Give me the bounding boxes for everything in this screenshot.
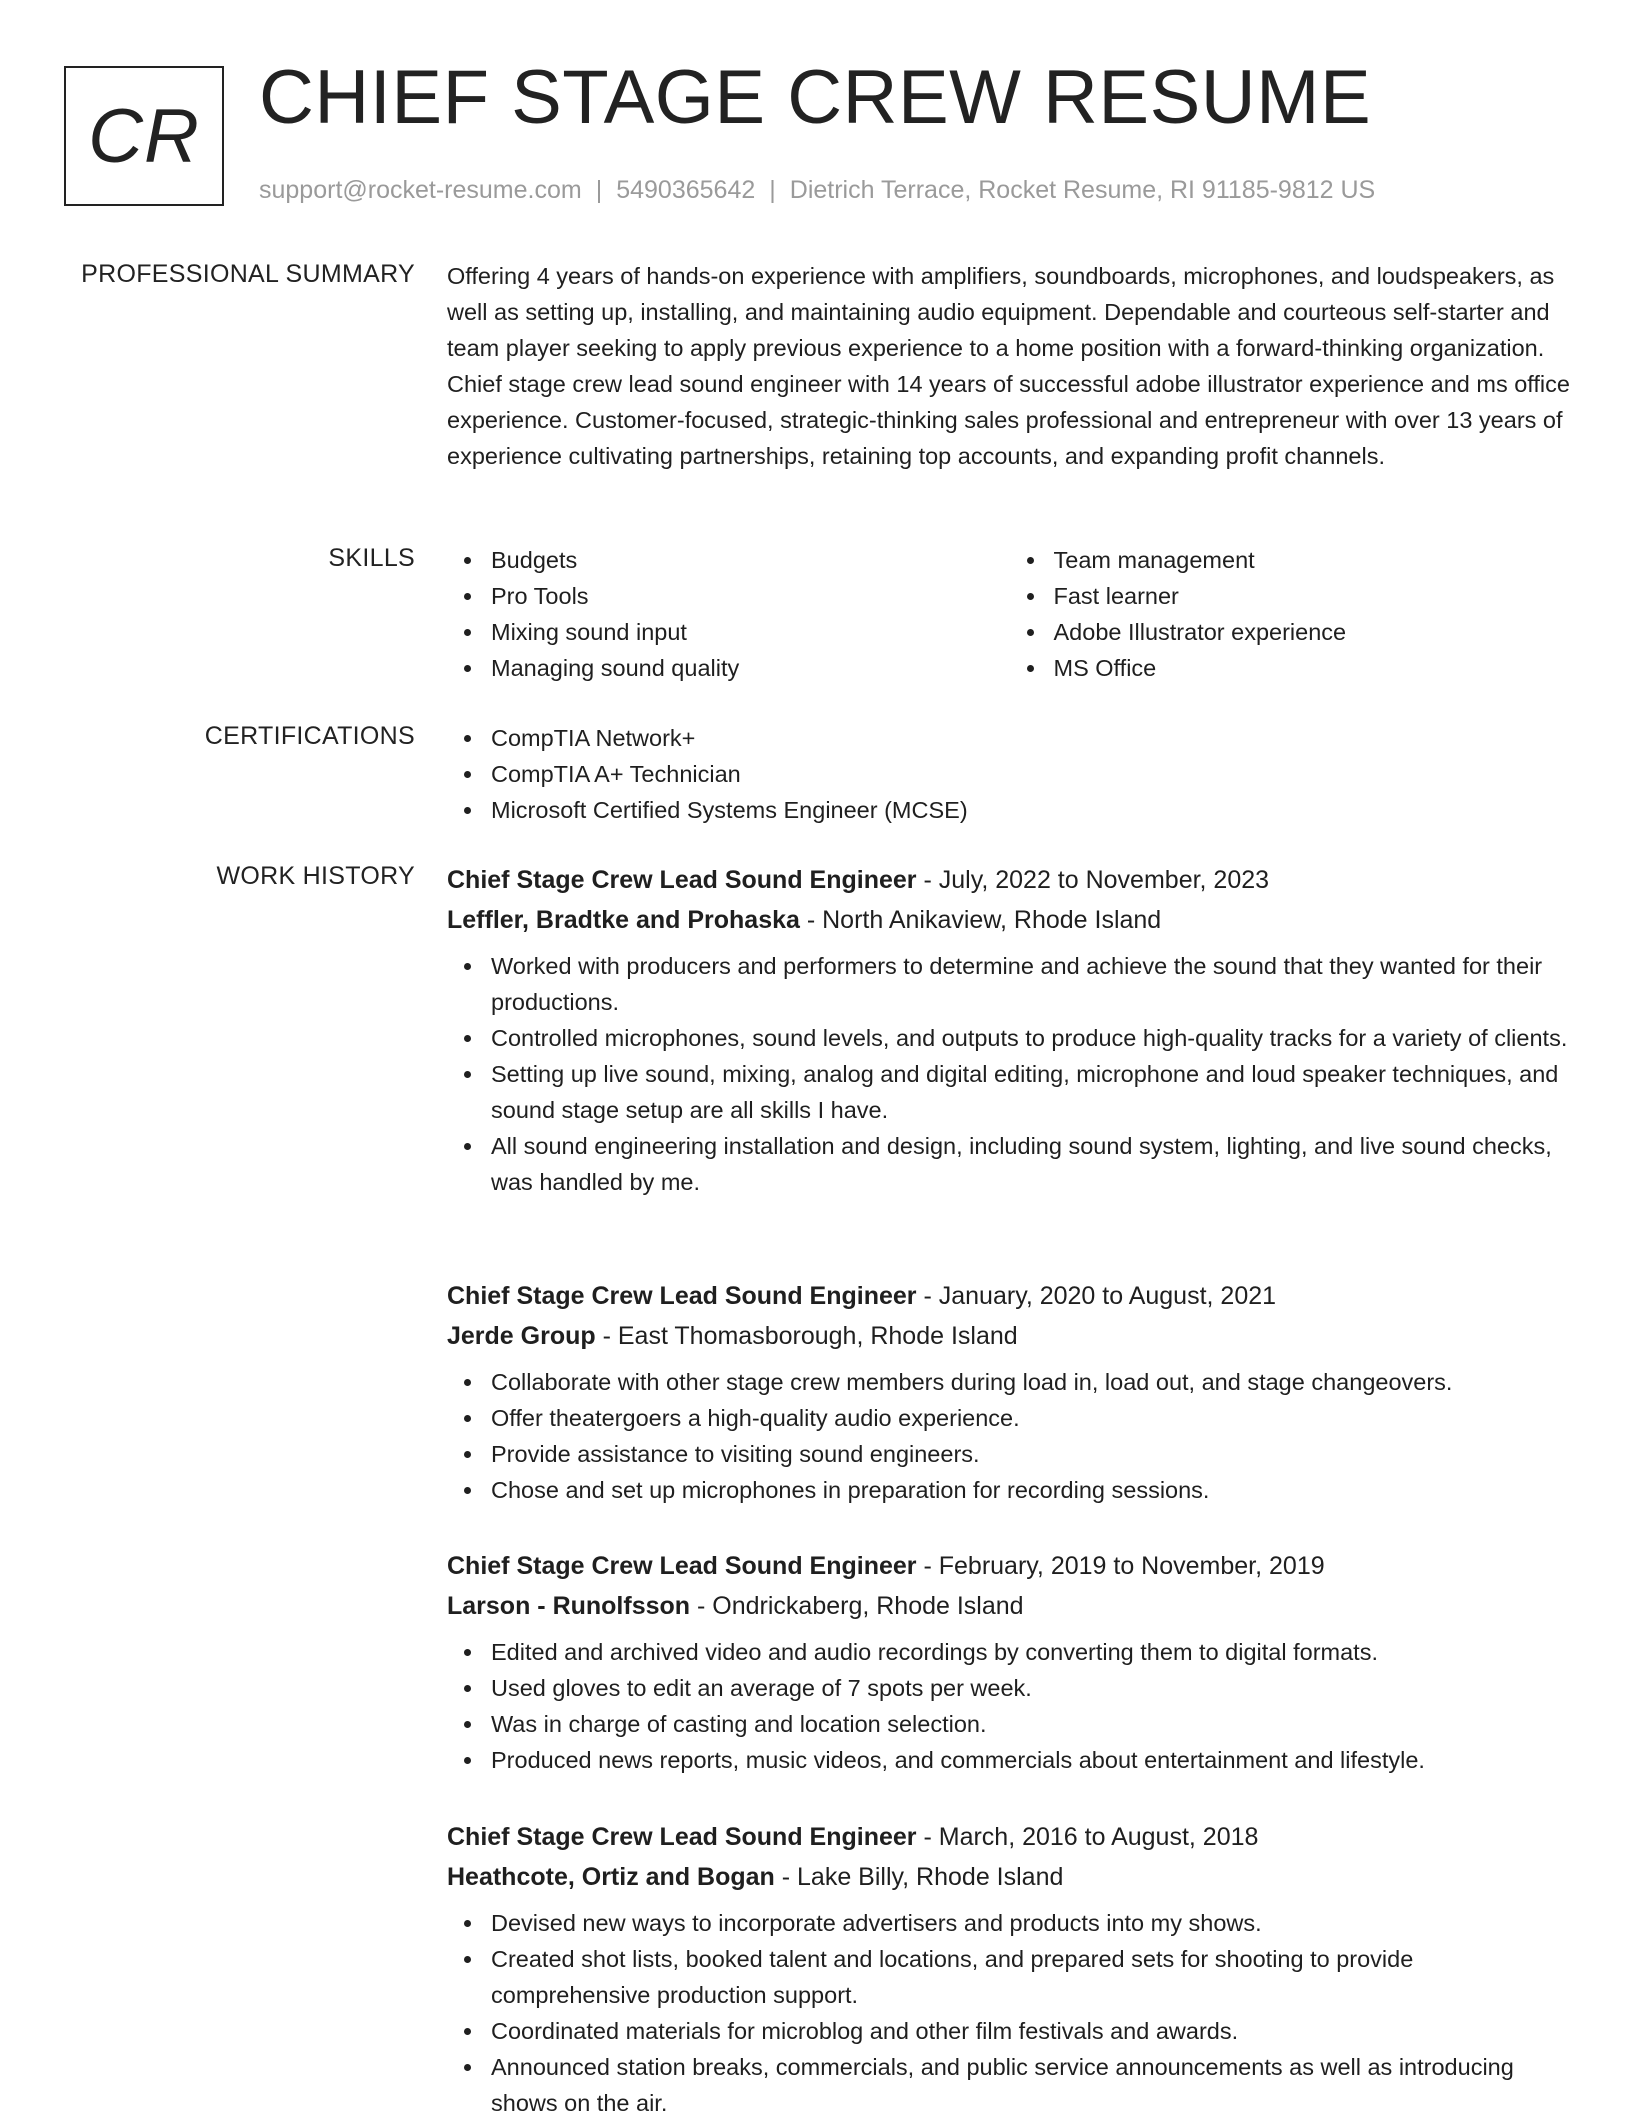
skills-list-right bbox=[1010, 542, 1573, 686]
job-location: - Ondrickaberg, Rhode Island bbox=[690, 1592, 1024, 1620]
job-bullets bbox=[447, 948, 1572, 1200]
list-item: Worked with producers and performers to determine and achieve the sound that they wanted for their productions. bbox=[491, 948, 1572, 1020]
list-item: MS Office bbox=[1054, 650, 1573, 686]
list-item: Pro Tools bbox=[491, 578, 1010, 614]
job-company-line bbox=[447, 900, 1572, 940]
job-company-line bbox=[447, 1586, 1572, 1626]
list-item: Microsoft Certified Systems Engineer (MCSE) bbox=[491, 792, 1572, 828]
list-item: Fast learner bbox=[1054, 578, 1573, 614]
list-item: Managing sound quality bbox=[491, 650, 1010, 686]
list-item: Created shot lists, booked talent and locations, and prepared sets for shooting to provide comprehensive production support. bbox=[491, 1941, 1572, 2013]
resume-header bbox=[0, 0, 1632, 230]
certifications-list bbox=[447, 720, 1572, 828]
list-item: Adobe Illustrator experience bbox=[1054, 614, 1573, 650]
job-company: Larson - Runolfsson bbox=[447, 1592, 691, 1620]
job-company-line bbox=[447, 1857, 1572, 1897]
contact-phone: 5490365642 bbox=[616, 176, 756, 204]
job-dates: - March, 2016 to August, 2018 bbox=[916, 1823, 1259, 1851]
job-company: Jerde Group bbox=[447, 1322, 596, 1350]
job-company-line bbox=[447, 1316, 1572, 1356]
job-company: Heathcote, Ortiz and Bogan bbox=[447, 1863, 775, 1891]
list-item: Provide assistance to visiting sound engineers. bbox=[491, 1436, 1572, 1472]
job-dates: - July, 2022 to November, 2023 bbox=[916, 866, 1270, 894]
contact-address: Dietrich Terrace, Rocket Resume, RI 91185-9812 US bbox=[789, 176, 1376, 204]
skills-body bbox=[447, 542, 1572, 686]
section-label-work-history: WORK HISTORY bbox=[216, 862, 415, 890]
summary-text: Offering 4 years of hands-on experience with amplifiers, soundboards, microphones, and loudspeakers, as well as setting up, installing, and maintaining audio equipment. Dependable and courteous self-starter and team player seeking to apply previous experience to a home position with a forward-thinking organization. Chief stage crew lead sound engineer with 14 years of successful adobe illustrator experience and ms office experience. Customer-focused, strategic-thinking sales professional and entrepreneur with over 13 years of experience cultivating partnerships, retaining top accounts, and expanding profit channels. bbox=[447, 263, 1570, 469]
contact-line bbox=[259, 176, 1375, 205]
list-item: Controlled microphones, sound levels, and outputs to produce high-quality tracks for a variety of clients. bbox=[491, 1020, 1572, 1056]
monogram-logo: CR bbox=[64, 66, 224, 206]
list-item: All sound engineering installation and design, including sound system, lighting, and live sound checks, was handled by me. bbox=[491, 1128, 1572, 1200]
skills-list-left bbox=[447, 542, 1010, 686]
section-label-summary: PROFESSIONAL SUMMARY bbox=[81, 260, 415, 288]
job-title: Chief Stage Crew Lead Sound Engineer bbox=[447, 1823, 917, 1851]
job-bullets bbox=[447, 1364, 1572, 1508]
list-item: Team management bbox=[1054, 542, 1573, 578]
job-location: - East Thomasborough, Rhode Island bbox=[595, 1322, 1018, 1350]
job-entry bbox=[447, 1817, 1572, 2121]
list-item: CompTIA Network+ bbox=[491, 720, 1572, 756]
job-bullets bbox=[447, 1905, 1572, 2121]
list-item: Was in charge of casting and location selection. bbox=[491, 1706, 1572, 1742]
contact-separator: | bbox=[595, 176, 603, 204]
contact-separator: | bbox=[769, 176, 776, 204]
job-bullets bbox=[447, 1634, 1572, 1778]
list-item: Collaborate with other stage crew members during load in, load out, and stage changeovers. bbox=[491, 1364, 1572, 1400]
job-entry bbox=[447, 1276, 1572, 1508]
list-item: Budgets bbox=[491, 542, 1010, 578]
list-item: CompTIA A+ Technician bbox=[491, 756, 1572, 792]
job-title-line bbox=[447, 1817, 1572, 1857]
job-dates: - February, 2019 to November, 2019 bbox=[916, 1552, 1325, 1580]
list-item: Devised new ways to incorporate advertisers and products into my shows. bbox=[491, 1905, 1572, 1941]
list-item: Offer theatergoers a high-quality audio experience. bbox=[491, 1400, 1572, 1436]
section-label-skills: SKILLS bbox=[328, 544, 415, 572]
job-title: Chief Stage Crew Lead Sound Engineer bbox=[447, 1552, 917, 1580]
job-dates: - January, 2020 to August, 2021 bbox=[916, 1282, 1277, 1310]
job-company: Leffler, Bradtke and Prohaska bbox=[447, 906, 800, 934]
skills-grid bbox=[447, 542, 1572, 686]
job-location: - Lake Billy, Rhode Island bbox=[774, 1863, 1064, 1891]
resume-title: CHIEF STAGE CREW RESUME bbox=[259, 55, 1372, 140]
section-label-certifications: CERTIFICATIONS bbox=[204, 722, 415, 750]
job-title-line bbox=[447, 1546, 1572, 1586]
list-item: Coordinated materials for microblog and other film festivals and awards. bbox=[491, 2013, 1572, 2049]
job-title-line bbox=[447, 860, 1572, 900]
list-item: Used gloves to edit an average of 7 spots per week. bbox=[491, 1670, 1572, 1706]
list-item: Announced station breaks, commercials, and public service announcements as well as introducing shows on the air. bbox=[491, 2049, 1572, 2121]
job-title: Chief Stage Crew Lead Sound Engineer bbox=[447, 1282, 917, 1310]
list-item: Mixing sound input bbox=[491, 614, 1010, 650]
certifications-body bbox=[447, 720, 1572, 828]
job-location: - North Anikaview, Rhode Island bbox=[799, 906, 1162, 934]
job-entry bbox=[447, 860, 1572, 1200]
list-item: Chose and set up microphones in preparation for recording sessions. bbox=[491, 1472, 1572, 1508]
job-title: Chief Stage Crew Lead Sound Engineer bbox=[447, 866, 917, 894]
job-entry bbox=[447, 1546, 1572, 1778]
contact-email: support@rocket-resume.com bbox=[259, 176, 582, 204]
job-title-line bbox=[447, 1276, 1572, 1316]
list-item: Edited and archived video and audio recordings by converting them to digital formats. bbox=[491, 1634, 1572, 1670]
list-item: Setting up live sound, mixing, analog and digital editing, microphone and loud speaker techniques, and sound stage setup are all skills I have. bbox=[491, 1056, 1572, 1128]
list-item: Produced news reports, music videos, and commercials about entertainment and lifestyle. bbox=[491, 1742, 1572, 1778]
